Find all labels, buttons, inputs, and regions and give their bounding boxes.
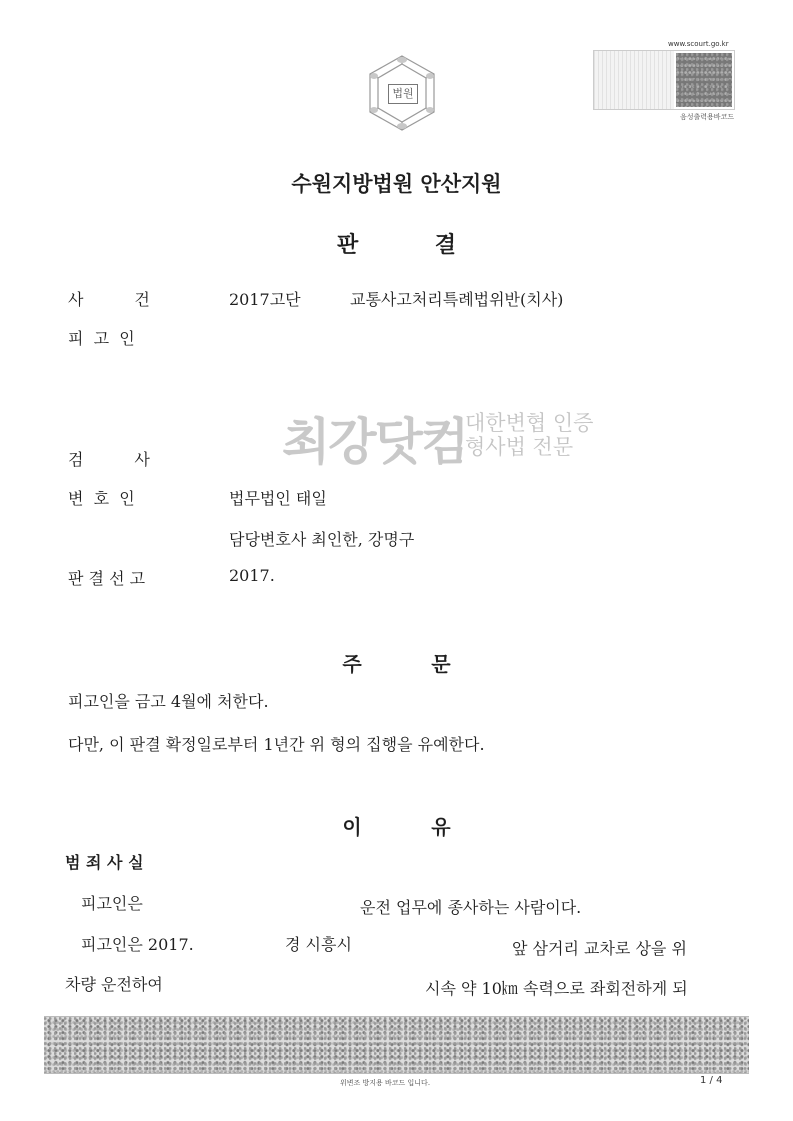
- emblem-text: 법원: [388, 84, 418, 104]
- verdict-date-label: 판 결 선 고: [68, 569, 146, 588]
- counsel-firm: 법무법인 태일: [229, 489, 327, 508]
- order-line-1: 피고인을 금고 4월에 처한다.: [68, 692, 269, 711]
- prosecutor-label: 검 사: [68, 450, 150, 469]
- footer-note: 위변조 방지용 바코드 입니다.: [340, 1079, 431, 1087]
- case-number: 2017고단: [229, 290, 301, 309]
- facts-p2-b: 경 시흥시: [285, 935, 352, 954]
- order-line-2: 다만, 이 판결 확정일로부터 1년간 위 형의 집행을 유예한다.: [68, 735, 485, 754]
- reasons-heading: 이 유: [342, 815, 451, 839]
- anti-forgery-barcode: [44, 1016, 749, 1074]
- facts-p2-a: 피고인은 2017.: [81, 935, 194, 954]
- barcode-2d-icon: [676, 53, 732, 107]
- reasons-subheading: 범 죄 사 실: [65, 853, 144, 872]
- order-heading: 주 문: [342, 652, 451, 676]
- case-label: 사 건: [68, 290, 150, 309]
- counsel-label: 변 호 인: [68, 489, 135, 508]
- watermark-brand: 최강닷컴: [282, 413, 468, 471]
- verdict-date: 2017.: [229, 566, 275, 585]
- watermark-line1: 대한변협 인증: [465, 411, 594, 435]
- court-emblem: [362, 52, 442, 134]
- facts-p1-b: 운전 업무에 종사하는 사람이다.: [360, 898, 582, 917]
- counsel-lawyers: 담당변호사 최인한, 강명구: [229, 530, 415, 549]
- facts-p3-b: 시속 약 10㎞ 속력으로 좌회전하게 되: [425, 979, 688, 998]
- court-name: 수원지방법원 안산지원: [291, 172, 502, 196]
- barcode-box: [593, 50, 735, 110]
- barcode-faint-pattern: [594, 51, 674, 109]
- facts-p1-a: 피고인은: [81, 894, 143, 913]
- case-name: 교통사고처리특례법위반(치사): [350, 290, 564, 309]
- site-url: www.scourt.go.kr: [668, 40, 729, 48]
- document-title: 판 결: [336, 233, 457, 258]
- facts-p2-c: 앞 삼거리 교차로 상을 위: [512, 939, 687, 958]
- facts-p3-a: 차량 운전하여: [65, 975, 163, 994]
- page-number: 1 / 4: [700, 1075, 723, 1086]
- barcode-caption: 음성출력용바코드: [680, 113, 735, 121]
- defendant-label: 피 고 인: [68, 329, 135, 348]
- watermark-line2: 형사법 전문: [465, 435, 574, 459]
